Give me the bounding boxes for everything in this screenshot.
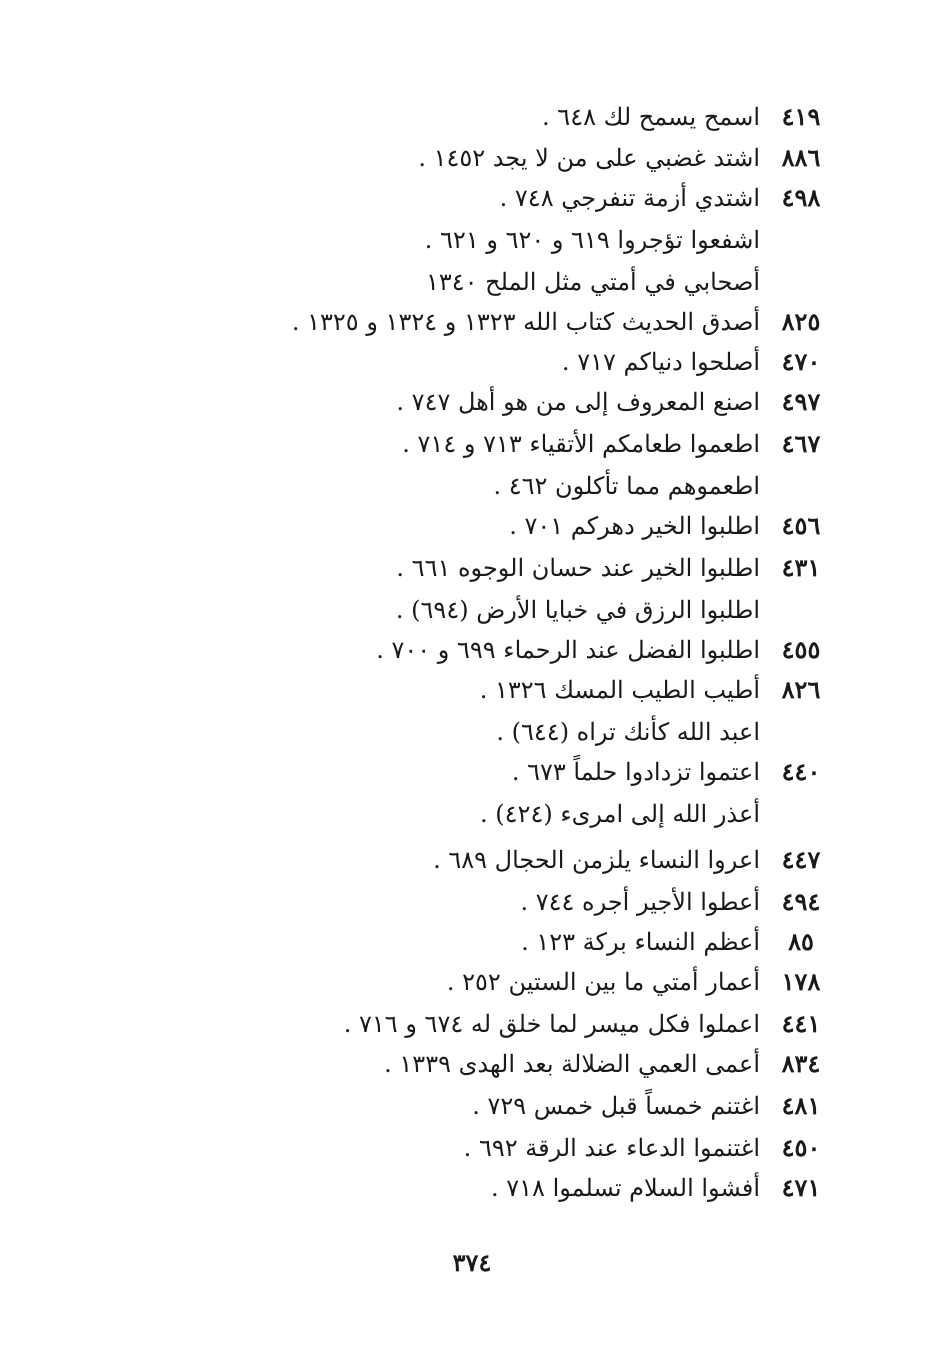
entry-text: اشتدي أزمة تنفرجي ٧٤٨ . [499,184,760,212]
index-entry [0,670,944,710]
index-entry [0,548,944,588]
entry-number: ٤٦٧ [781,429,821,458]
index-entry [0,97,944,137]
entry-number: ٤٤١ [781,1009,821,1038]
entry-number: ٤٥٥ [781,635,821,664]
index-entry [0,1128,944,1168]
index-entry [0,342,944,382]
entry-text: أفشوا السلام تسلموا ٧١٨ . [491,1174,760,1202]
index-entry [0,590,944,630]
index-entry [0,424,944,464]
index-entry [0,712,944,752]
page-number: ٣٧٤ [452,1248,492,1277]
index-entry [0,1004,944,1044]
index-entry [0,882,944,922]
index-entry [0,138,944,178]
entry-number: ٤٨١ [781,1091,821,1120]
index-entry [0,752,944,792]
entry-text: أطيب الطيب المسك ١٣٢٦ . [479,676,760,704]
entry-text: اعبد الله كأنك تراه (٦٤٤) . [496,718,760,746]
entry-text: أصدق الحديث كتاب الله ١٣٢٣ و ١٣٢٤ و ١٣٢٥ . [291,308,760,336]
index-entry [0,922,944,962]
entry-number: ٤١٩ [781,102,821,131]
entry-text: أعطوا الأجير أجره ٧٤٤ . [520,888,760,916]
entry-text: أصحابي في أمتي مثل الملح ١٣٤٠ [425,268,760,296]
index-entry [0,178,944,218]
entry-number: ٨٨٦ [781,143,821,172]
entry-text: اصنع المعروف إلى من هو أهل ٧٤٧ . [396,388,760,416]
entry-text: اعتموا تزدادوا حلماً ٦٧٣ . [511,758,760,786]
entry-text: اطعموهم مما تأكلون ٤٦٢ . [493,472,760,500]
index-entry [0,262,944,302]
index-entry [0,302,944,342]
entry-text: اطلبوا الخير دهركم ٧٠١ . [509,512,760,540]
index-entry [0,962,944,1002]
index-entry [0,220,944,260]
entry-text: أعظم النساء بركة ١٢٣ . [521,928,760,956]
entry-number: ١٧٨ [781,967,821,996]
index-entry [0,506,944,546]
index-entry [0,840,944,880]
entry-number: ٤٧١ [781,1173,821,1202]
entry-number: ٤٥٦ [781,511,821,540]
entry-text: أعذر الله إلى امرىء (٤٢٤) . [480,800,760,828]
index-entry [0,1168,944,1208]
entry-number: ٤٣١ [781,553,821,582]
entry-text: اطلبوا الرزق في خبايا الأرض (٦٩٤) . [395,596,760,624]
index-entry [0,382,944,422]
entry-text: اعملوا فكل ميسر لما خلق له ٦٧٤ و ٧١٦ . [343,1010,760,1038]
entry-text: اشتد غضبي على من لا يجد ١٤٥٢ . [418,144,760,172]
entry-number: ٨٣٤ [781,1049,821,1078]
entry-number: ٤٤٧ [781,845,821,874]
entry-text: اشفعوا تؤجروا ٦١٩ و ٦٢٠ و ٦٢١ . [424,226,760,254]
entry-text: أعمى العمي الضلالة بعد الهدى ١٣٣٩ . [384,1050,760,1078]
entry-number: ٤٩٧ [781,387,821,416]
index-entry [0,794,944,834]
entry-number: ٤٧٠ [781,347,821,376]
index-entry [0,1044,944,1084]
entry-text: أصلحوا دنياكم ٧١٧ . [561,348,760,376]
entry-number: ٤٥٠ [781,1133,821,1162]
entry-text: اطعموا طعامكم الأتقياء ٧١٣ و ٧١٤ . [402,430,760,458]
index-entry [0,630,944,670]
index-entry [0,1086,944,1126]
entry-number: ٤٩٤ [781,887,821,916]
entry-text: اغتنموا الدعاء عند الرقة ٦٩٢ . [463,1134,760,1162]
entry-text: اطلبوا الخير عند حسان الوجوه ٦٦١ . [396,554,760,582]
entry-text: اعروا النساء يلزمن الحجال ٦٨٩ . [433,846,760,874]
entry-number: ٨٢٦ [781,675,821,704]
entry-text: اسمح يسمح لك ٦٤٨ . [542,103,760,131]
entry-number: ٤٩٨ [781,183,821,212]
entry-number: ٨٢٥ [781,307,821,336]
entry-text: اطلبوا الفضل عند الرحماء ٦٩٩ و ٧٠٠ . [376,636,760,664]
entry-text: أعمار أمتي ما بين الستين ٢٥٢ . [446,968,760,996]
entry-text: اغتنم خمساً قبل خمس ٧٢٩ . [472,1092,760,1120]
index-entry [0,466,944,506]
entry-number: ٤٤٠ [781,757,821,786]
entry-number: ٨٥ [788,927,814,956]
